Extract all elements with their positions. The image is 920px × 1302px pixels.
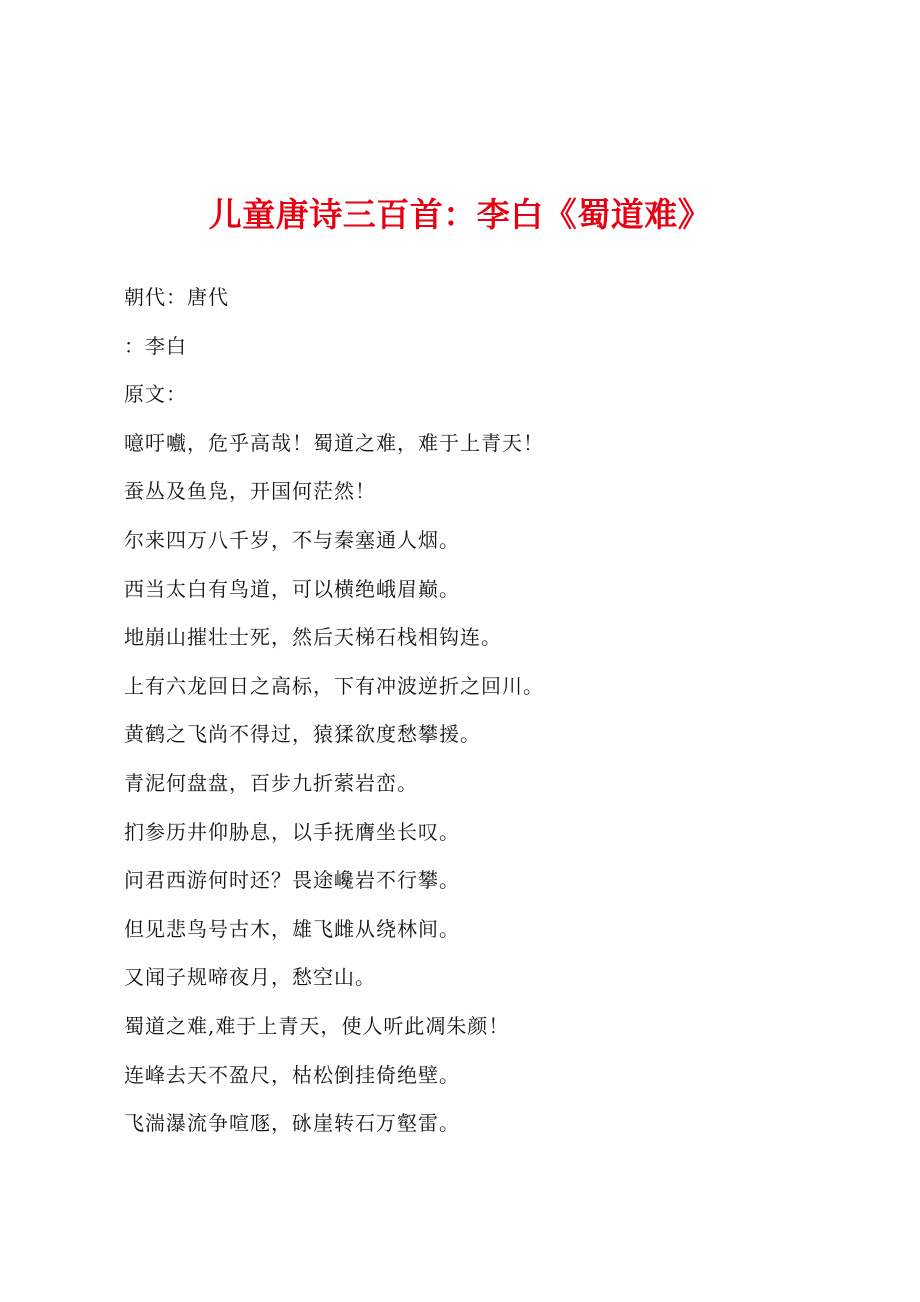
dynasty-line: 朝代：唐代 — [124, 285, 229, 309]
poem-line: 但见悲鸟号古木，雄飞雌从绕林间。 — [124, 916, 460, 941]
poem-line: 噫吁嚱，危乎高哉！蜀道之难，难于上青天！ — [124, 430, 544, 455]
poem-line: 扪参历井仰胁息，以手抚膺坐长叹。 — [124, 819, 460, 844]
poem-line: 地崩山摧壮士死，然后天梯石栈相钩连。 — [124, 625, 502, 650]
poem-line: 上有六龙回日之高标，下有冲波逆折之回川。 — [124, 673, 544, 698]
poem-line: 蚕丛及鱼凫，开国何茫然！ — [124, 479, 376, 504]
poem-line: 又闻子规啼夜月，愁空山。 — [124, 965, 376, 990]
poem-line: 黄鹤之飞尚不得过，猿猱欲度愁攀援。 — [124, 722, 481, 747]
poem-line: 青泥何盘盘，百步九折萦岩峦。 — [124, 770, 418, 795]
document-title: 儿童唐诗三百首：李白《蜀道难》 — [208, 195, 712, 234]
original-label: 原文： — [124, 382, 187, 407]
poem-line: 西当太白有鸟道，可以横绝峨眉巅。 — [124, 576, 460, 601]
author-line: ：李白 — [124, 333, 187, 358]
poem-line: 连峰去天不盈尺，枯松倒挂倚绝壁。 — [124, 1062, 460, 1087]
poem-line: 飞湍瀑流争喧豗，砯崖转石万壑雷。 — [124, 1111, 460, 1136]
document-body — [124, 279, 824, 1154]
poem-line: 蜀道之难,难于上青天，使人听此凋朱颜！ — [124, 1013, 510, 1038]
poem-line: 问君西游何时还？畏途巉岩不行攀。 — [124, 868, 460, 893]
poem-line: 尔来四万八千岁，不与秦塞通人烟。 — [124, 527, 460, 552]
